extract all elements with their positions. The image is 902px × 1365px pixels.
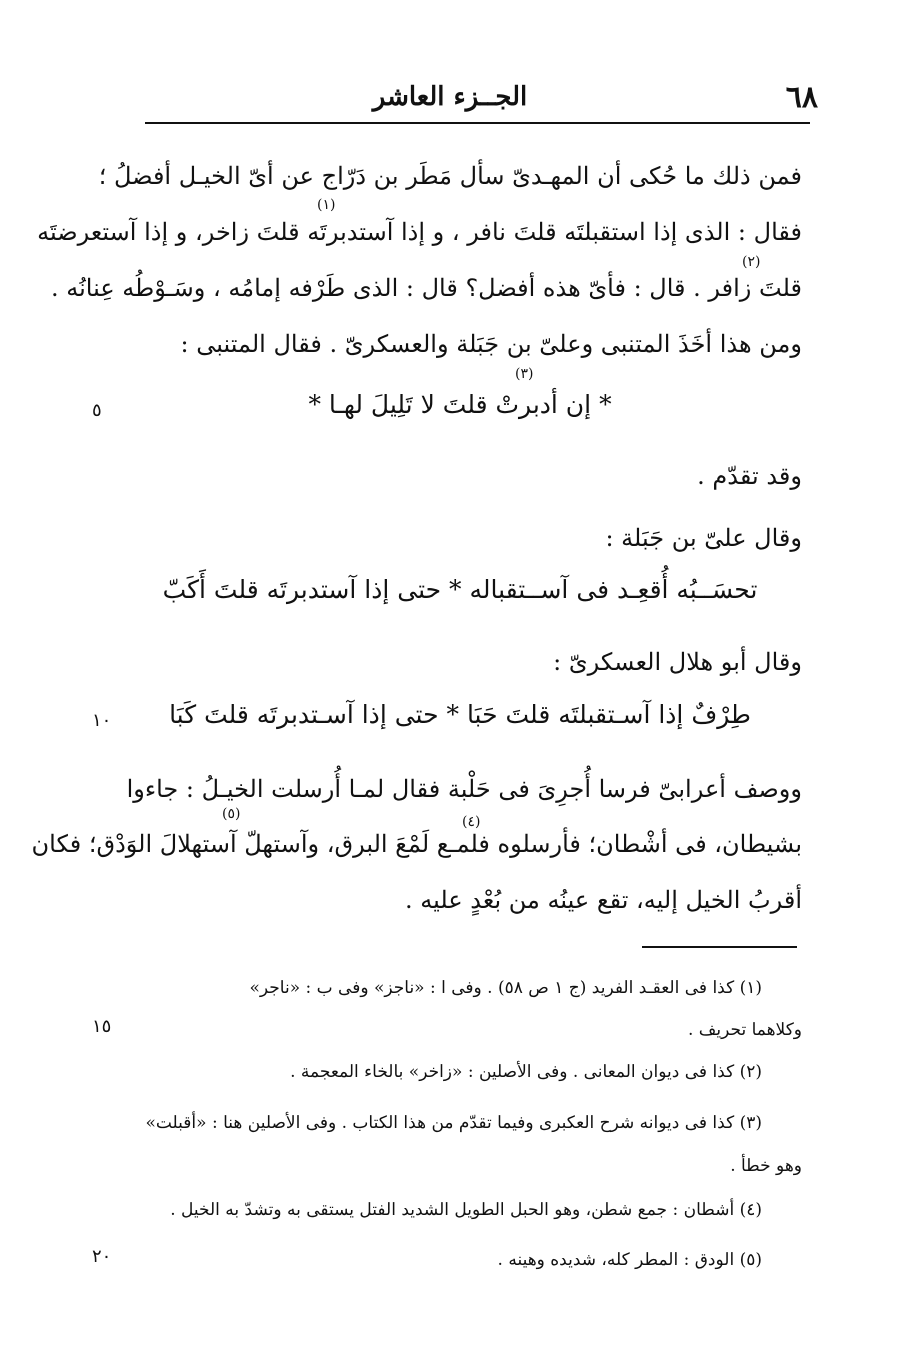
body-line: ومن هذا أخَذَ المتنبى وعلىّ بن جَبَلة والعسكرىّ . فقال المتنبى : bbox=[180, 330, 802, 358]
footnote: (٥) الودق : المطر كله، شديده وهينه . bbox=[497, 1250, 762, 1270]
footnote: (٢) كذا فى ديوان المعانى . وفى الأصلين : «زاخر» بالخاء المعجمة . bbox=[290, 1062, 762, 1082]
body-line: وقال علىّ بن جَبَلة : bbox=[605, 524, 802, 552]
body-line: بشيطان، فى أشْطان؛ فأرسلوه فلمـع لَمْعَ البرق، وآستهلّ آستهلالَ الوَدْق؛ فكان bbox=[31, 830, 802, 858]
footnote: (١) كذا فى العقـد الفريد (ج ١ ص ٥٨) . وفى ا : «ناجز» وفى ب : «ناجر» bbox=[249, 978, 762, 998]
running-title: الجــزء العاشر bbox=[372, 82, 528, 112]
footnote-ref-3: (٣) bbox=[515, 366, 534, 382]
body-line: أقربُ الخيل إليه، تقع عينُه من بُعْدٍ عليه . bbox=[405, 886, 802, 914]
header-rule bbox=[145, 122, 810, 124]
footnote-ref-2: (٢) bbox=[742, 254, 761, 270]
verse: تحسَــبُه أُقعِـد فى آســتقباله * حتى إذا آستدبرتَه قلتَ أَكَبّ bbox=[162, 575, 758, 604]
footnote: (٤) أشطان : جمع شطن، وهو الحبل الطويل الشديد الفتل يستقى به وتشدّ به الخيل . bbox=[170, 1200, 762, 1220]
body-line: فمن ذلك ما حُكى أن المهـدىّ سأل مَطَر بن دَرّاج عن أىّ الخيـل أفضلُ ؛ bbox=[98, 162, 802, 190]
footnote-ref-1: (١) bbox=[317, 197, 336, 213]
body-line: ووصف أعرابىّ فرسا أُجرِىَ فى حَلْبة فقال لمـا أُرسلت الخيـلُ : جاءوا bbox=[126, 775, 802, 803]
line-number: ٢٠ bbox=[92, 1246, 112, 1267]
line-number: ٥ bbox=[92, 400, 102, 421]
body-line: وقد تقدّم . bbox=[697, 462, 802, 490]
footnote-rule bbox=[642, 946, 797, 948]
footnote-ref-5: (٥) bbox=[222, 806, 241, 822]
line-number: ١٠ bbox=[92, 710, 112, 731]
footnote: وهو خطأ . bbox=[730, 1156, 802, 1176]
footnote-ref-4: (٤) bbox=[462, 814, 481, 830]
footnote: وكلاهما تحريف . bbox=[687, 1020, 802, 1040]
body-line: فقال : الذى إذا استقبلتَه قلتَ نافر ، و إذا آستدبرتَه قلتَ زاخر، و إذا آستعرضتَه bbox=[37, 218, 802, 246]
body-line: قلتَ زافر . قال : فأىّ هذه أفضل؟ قال : الذى طَرْفه إمامُه ، وسَـوْطُه عِنانُه . bbox=[50, 274, 802, 302]
verse: طِرْفٌ إذا آسـتقبلتَه قلتَ حَبَا * حتى إذا آسـتدبرتَه قلتَ كَبَا bbox=[169, 700, 751, 729]
footnote: (٣) كذا فى ديوانه شرح العكبرى وفيما تقدّم من هذا الكتاب . وفى الأصلين هنا : «أقبلت» bbox=[145, 1113, 762, 1133]
body-line: وقال أبو هلال العسكرىّ : bbox=[553, 648, 802, 676]
page-number: ٦٨ bbox=[785, 80, 818, 115]
verse: * إن أدبرتْ قلتَ لا تَلِيلَ لهـا * bbox=[308, 390, 612, 419]
line-number: ١٥ bbox=[92, 1016, 112, 1037]
